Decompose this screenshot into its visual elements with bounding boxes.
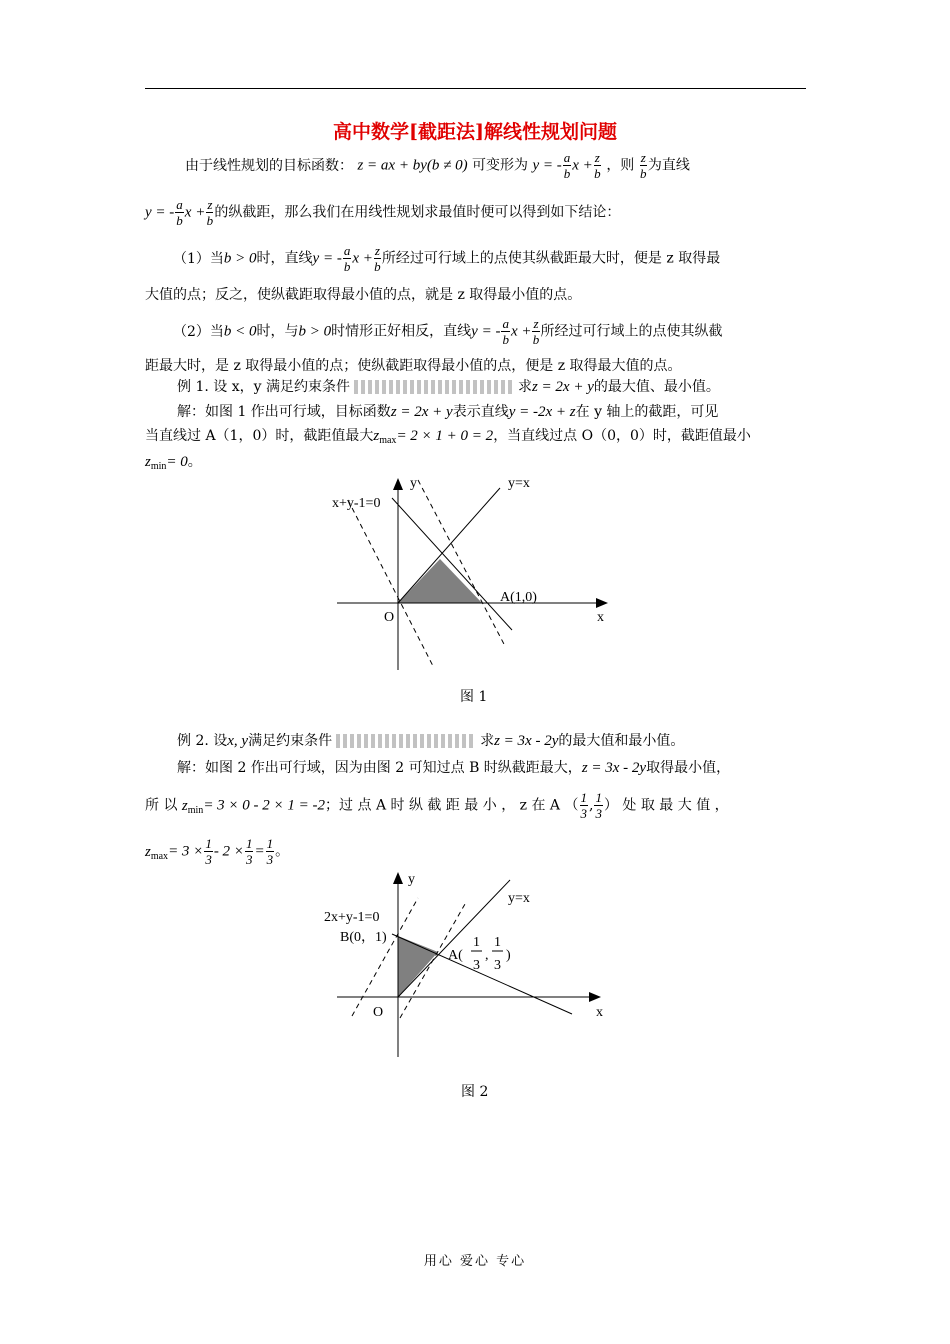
frac-a-b: $\frac{a}{b}$ xyxy=(563,150,571,181)
zmax-2-c: = xyxy=(254,843,265,860)
fig1-label-O: O xyxy=(384,610,395,625)
y-axis-arrow-1 xyxy=(393,478,403,490)
frac-z-b: $\frac{z}{b}$ xyxy=(374,243,381,274)
ex1-sol-4: 当直线过 A（1，0）时，截距值最大 xyxy=(145,428,374,444)
fig2-label-A: A( xyxy=(448,948,463,963)
ex1-text-b: 求 xyxy=(517,379,532,395)
example-2-solution-1 xyxy=(145,758,806,778)
eq-x-plus: x + xyxy=(352,250,373,267)
fig2-frac-num-1: 1 xyxy=(473,935,480,950)
eq-y-pre: y = - xyxy=(532,157,562,174)
p1-text-a: （1）当 xyxy=(173,250,224,267)
figure-1 xyxy=(320,470,620,680)
ex2-objective: z = 3x - 2y xyxy=(581,760,647,776)
fig1-label-y: y xyxy=(410,476,417,491)
fig2-frac-num-2: 1 xyxy=(494,935,501,950)
p2-text-a: （2）当 xyxy=(173,323,224,340)
frac-z-b-2: $\frac{z}{b}$ xyxy=(640,150,647,181)
eq-x-plus: x + xyxy=(184,204,206,221)
figure-2 xyxy=(320,866,620,1066)
example-1-solution-1 xyxy=(145,402,806,422)
zmin-1-value: = 0 xyxy=(166,454,188,470)
intro-text-3: ，则 xyxy=(606,157,635,174)
ex2-objective: z = 3x - 2y xyxy=(494,733,559,749)
fig2-label-x: x xyxy=(596,1005,603,1020)
frac-a-b: $\frac{a}{b}$ xyxy=(502,316,509,347)
ex1-sol-6: 。 xyxy=(187,454,202,470)
line-x-plus-y-1 xyxy=(392,498,512,630)
point-1-line-2: 大值的点；反之，使纵截距取得最小值的点，就是 z 取得最小值的点。 xyxy=(145,287,582,303)
fig2-label-y: y xyxy=(408,872,415,887)
cond-b-lt-0: b < 0 xyxy=(223,323,257,340)
ex2-sol-1: 解：如图 2 作出可行域，因为由图 2 可知过点 B 时纵截距最大， xyxy=(177,760,582,776)
intro-text-2: 可变形为 xyxy=(472,157,529,174)
frac-1-3: $\frac{1}{3}$ xyxy=(580,790,587,821)
eq-x-plus: x + xyxy=(572,157,593,174)
constraints-image xyxy=(354,380,514,394)
ex1-sol-3: 在 y 轴上的截距，可见 xyxy=(575,404,719,420)
zmin-2-value: = 3 × 0 - 2 × 1 = -2 xyxy=(203,797,326,814)
ex2-sol-3: 所 以 xyxy=(145,797,178,814)
frac-1-3: $\frac{1}{3}$ xyxy=(245,836,253,867)
zmax-2-b: - 2 × xyxy=(213,843,244,860)
p1-text-b: 时，直线 xyxy=(256,250,313,267)
eq-x-plus: x + xyxy=(510,323,532,340)
ex2-vars: x, y xyxy=(227,733,249,749)
ex2-sol-6: 。 xyxy=(275,843,290,860)
eq-y-pre: y = - xyxy=(312,250,342,267)
zmax-2: $z_{max}$ xyxy=(145,843,169,862)
fig2-label-A-end: ) xyxy=(506,948,511,963)
ex1-sol-1: 解：如图 1 作出可行域，目标函数 xyxy=(177,404,391,420)
p2-text-c: 时情形正好相反，直线 xyxy=(331,323,472,340)
example-1-line xyxy=(145,377,806,397)
x-axis-arrow-2 xyxy=(589,992,601,1002)
frac-z-b: $\frac{z}{b}$ xyxy=(206,197,214,228)
example-2-line xyxy=(145,731,806,751)
ex1-sol-2: 表示直线 xyxy=(452,404,509,420)
zmin-2: $z_{min}$ xyxy=(181,797,204,816)
ex2-sol-5: ） 处 取 最 大 值 ， xyxy=(603,797,729,814)
dashed-line-right-1 xyxy=(418,480,505,646)
fig2-label-B: B(0，1) xyxy=(340,930,387,945)
intro-line-1 xyxy=(145,150,806,181)
header-rule xyxy=(145,88,806,89)
intro-text-4: 为直线 xyxy=(647,157,690,174)
figure-1-caption: 图 1 xyxy=(460,689,488,705)
frac-a-b: $\frac{a}{b}$ xyxy=(176,197,183,228)
feasible-region-1 xyxy=(398,559,482,603)
eq-y-pre: y = - xyxy=(471,323,501,340)
intro-text-5: 的纵截距，那么我们在用线性规划求最值时便可以得到如下结论： xyxy=(214,204,621,221)
y-axis-arrow-2 xyxy=(393,872,403,884)
example-2-solution-3 xyxy=(145,836,806,867)
example-2-solution-2: 所 以 $z_{min}= 3 \times 0 - 2 \times 1 = -2$；过 点 A 时 纵 截 距 最 小 ， z 在 A （ $\frac{1}{3}$ , $\frac{1}{3}$ ） 处 取 最 大 值 ， xyxy=(145,790,729,821)
ex1-objective: z = 2x + y xyxy=(531,379,594,395)
example-1-solution-2 xyxy=(145,426,806,451)
point-2-line-1 xyxy=(145,316,806,347)
fig1-label-x: x xyxy=(597,610,604,625)
eq-y-pre: y = - xyxy=(145,204,175,221)
ex1-line-eq: y = -2x + z xyxy=(508,404,576,420)
ex2-text-a: 例 2. 设 xyxy=(177,733,228,749)
p1-text-c: 所经过可行域上的点使其纵截距最大时，便是 z 取得最 xyxy=(381,250,721,267)
ex2-text-c: 求 xyxy=(480,733,495,749)
fig2-label-O: O xyxy=(373,1005,384,1020)
frac-1-3: $\frac{1}{3}$ xyxy=(205,836,212,867)
cond-b-gt-0: b > 0 xyxy=(298,323,332,340)
intro-line-2 xyxy=(145,197,806,228)
figure-2-caption: 图 2 xyxy=(461,1084,489,1100)
page-title: 高中数学[截距法]解线性规划问题 xyxy=(333,121,617,143)
page-footer: 用心 爱心 专心 xyxy=(423,1254,527,1269)
constraints-image-2 xyxy=(336,734,476,748)
zmax-2-a: = 3 × xyxy=(168,843,204,860)
p2-text-d: 所经过可行域上的点使其纵截 xyxy=(540,323,723,340)
zmax-1: $z_{max}$ xyxy=(373,428,397,446)
fig2-label-yx: y=x xyxy=(508,891,530,906)
ex2-sol-4: ；过 点 A 时 纵 截 距 最 小 ， z 在 A （ xyxy=(325,797,579,814)
zmin-1: $z_{min}$ xyxy=(145,454,167,472)
frac-a-b: $\frac{a}{b}$ xyxy=(343,243,351,274)
line-2x-plus-y-2 xyxy=(392,934,572,1014)
intro-text-1: 由于线性规划的目标函数： xyxy=(185,157,353,174)
fig2-label-line: 2x+y-1=0 xyxy=(324,910,380,925)
fig2-comma: , xyxy=(485,948,489,963)
fig2-frac-den-1: 3 xyxy=(473,958,480,973)
ex1-sol-5: ，当直线过点 O（0，0）时，截距值最小 xyxy=(493,428,751,444)
point-1-line-1 xyxy=(145,243,806,274)
frac-1-3: $\frac{1}{3}$ xyxy=(266,836,274,867)
zmax-1-value: = 2 × 1 + 0 = 2 xyxy=(396,428,494,444)
fig1-label-yx: y=x xyxy=(508,476,530,491)
fig1-label-A: A(1,0) xyxy=(500,590,537,605)
fig2-frac-den-2: 3 xyxy=(494,958,501,973)
cond-b-gt-0: b > 0 xyxy=(223,250,257,267)
frac-z-b: $\frac{z}{b}$ xyxy=(532,316,540,347)
fig1-label-line: x+y-1=0 xyxy=(332,496,381,511)
ex2-sol-2: 取得最小值， xyxy=(646,760,731,776)
ex2-text-b: 满足约束条件 xyxy=(248,733,333,749)
point-2-line-2: 距最大时，是 z 取得最小值的点；使纵截距取得最小值的点，便是 z 取得最大值的点。 xyxy=(145,358,682,374)
ex2-text-d: 的最大值和最小值。 xyxy=(558,733,685,749)
p2-text-b: 时，与 xyxy=(256,323,299,340)
objective-function: z = ax + by(b ≠ 0) xyxy=(357,157,468,174)
ex1-text-a: 例 1. 设 x，y 满足约束条件 xyxy=(177,379,350,395)
frac-1-3: $\frac{1}{3}$ xyxy=(595,790,602,821)
ex1-objective: z = 2x + y xyxy=(390,404,453,420)
frac-z-b: $\frac{z}{b}$ xyxy=(594,150,601,181)
ex1-text-c: 的最大值、最小值。 xyxy=(593,379,720,395)
x-axis-arrow-1 xyxy=(596,598,608,608)
